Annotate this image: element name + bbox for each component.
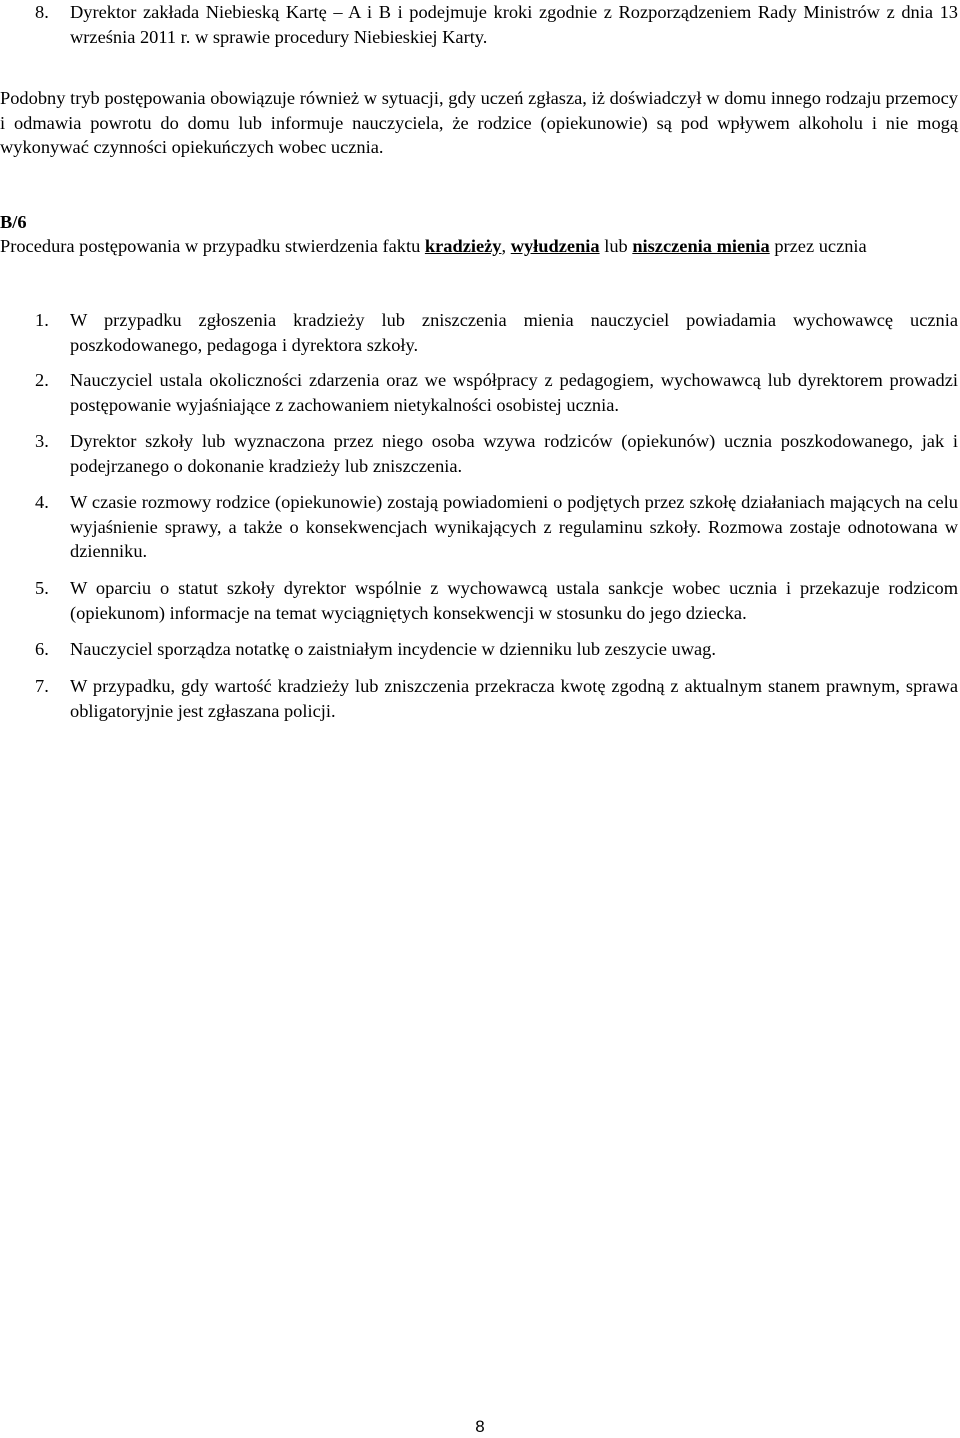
heading-sep-2: lub — [599, 236, 633, 256]
step-text: Dyrektor szkoły lub wyznaczona przez niego osoba wzywa rodziców (opiekunów) ucznia poszkodowanego, jak i podejrzanego o dokonanie kradzieży lub zniszczenia. — [70, 431, 958, 476]
section-heading — [0, 234, 958, 259]
heading-property-damage: niszczenia mienia — [632, 236, 770, 256]
step-text: W oparciu o statut szkoły dyrektor wspólnie z wychowawcą ustala sankcje wobec ucznia i przekazuje rodzicom (opiekunom) informacje na temat wyciągniętych konsekwencji w stosunku do jego dziecka. — [70, 578, 958, 623]
step-text: W przypadku zgłoszenia kradzieży lub zniszczenia mienia nauczyciel powiadamia wychowawcę ucznia poszkodowanego, pedagoga i dyrektora szkoły. — [70, 310, 958, 355]
heading-extortion: wyłudzenia — [510, 236, 600, 256]
heading-sep-1: , — [501, 236, 511, 256]
step-number: 7. — [35, 676, 49, 696]
page-number: 8 — [475, 1417, 485, 1436]
step-number: 4. — [35, 492, 49, 512]
intro-paragraph: Podobny tryb postępowania obowiązuje również w sytuacji, gdy uczeń zgłasza, iż doświadczył w domu innego rodzaju przemocy i odmawia powrotu do domu lub informuje nauczyciela, że rodzice (opiekunowie) są pod wpływem alkoholu i nie mogą wykonywać czynności opiekuńczych wobec ucznia. — [0, 88, 958, 158]
step-number: 1. — [35, 310, 49, 330]
section-label: B/6 — [0, 212, 27, 232]
step-text: Nauczyciel ustala okoliczności zdarzenia oraz we współpracy z pedagogiem, wychowawcą lub dyrektorem prowadzi postępowanie wyjaśniające z zachowaniem nietykalności osobistej ucznia. — [70, 370, 958, 415]
top-list-item — [0, 0, 958, 50]
heading-lead: Procedura postępowania w przypadku stwierdzenia faktu — [0, 236, 425, 256]
step-text: W przypadku, gdy wartość kradzieży lub zniszczenia przekracza kwotę zgodną z aktualnym stanem prawnym, sprawa obligatoryjnie jest zgłaszana policji. — [70, 676, 958, 721]
step-number: 6. — [35, 639, 49, 659]
step-text: Nauczyciel sporządza notatkę o zaistniałym incydencie w dzienniku lub zeszycie uwag. — [70, 639, 716, 659]
top-item-number: 8. — [35, 2, 49, 22]
step-number: 3. — [35, 431, 49, 451]
heading-theft: kradzieży — [424, 236, 502, 256]
step-number: 2. — [35, 370, 49, 390]
heading-tail: przez ucznia — [769, 236, 867, 256]
step-text: W czasie rozmowy rodzice (opiekunowie) zostają powiadomieni o podjętych przez szkołę działaniach mających na celu wyjaśnienie sprawy, a także o konsekwencjach wynikających z regulaminu szkoły. Rozmowa zostaje odnotowana w dzienniku. — [70, 492, 958, 562]
top-item-text: Dyrektor zakłada Niebieską Kartę – A i B i podejmuje kroki zgodnie z Rozporządzeniem Rady Ministrów z dnia 13 września 2011 r. w sprawie procedury Niebieskiej Karty. — [70, 2, 958, 47]
step-number: 5. — [35, 578, 49, 598]
